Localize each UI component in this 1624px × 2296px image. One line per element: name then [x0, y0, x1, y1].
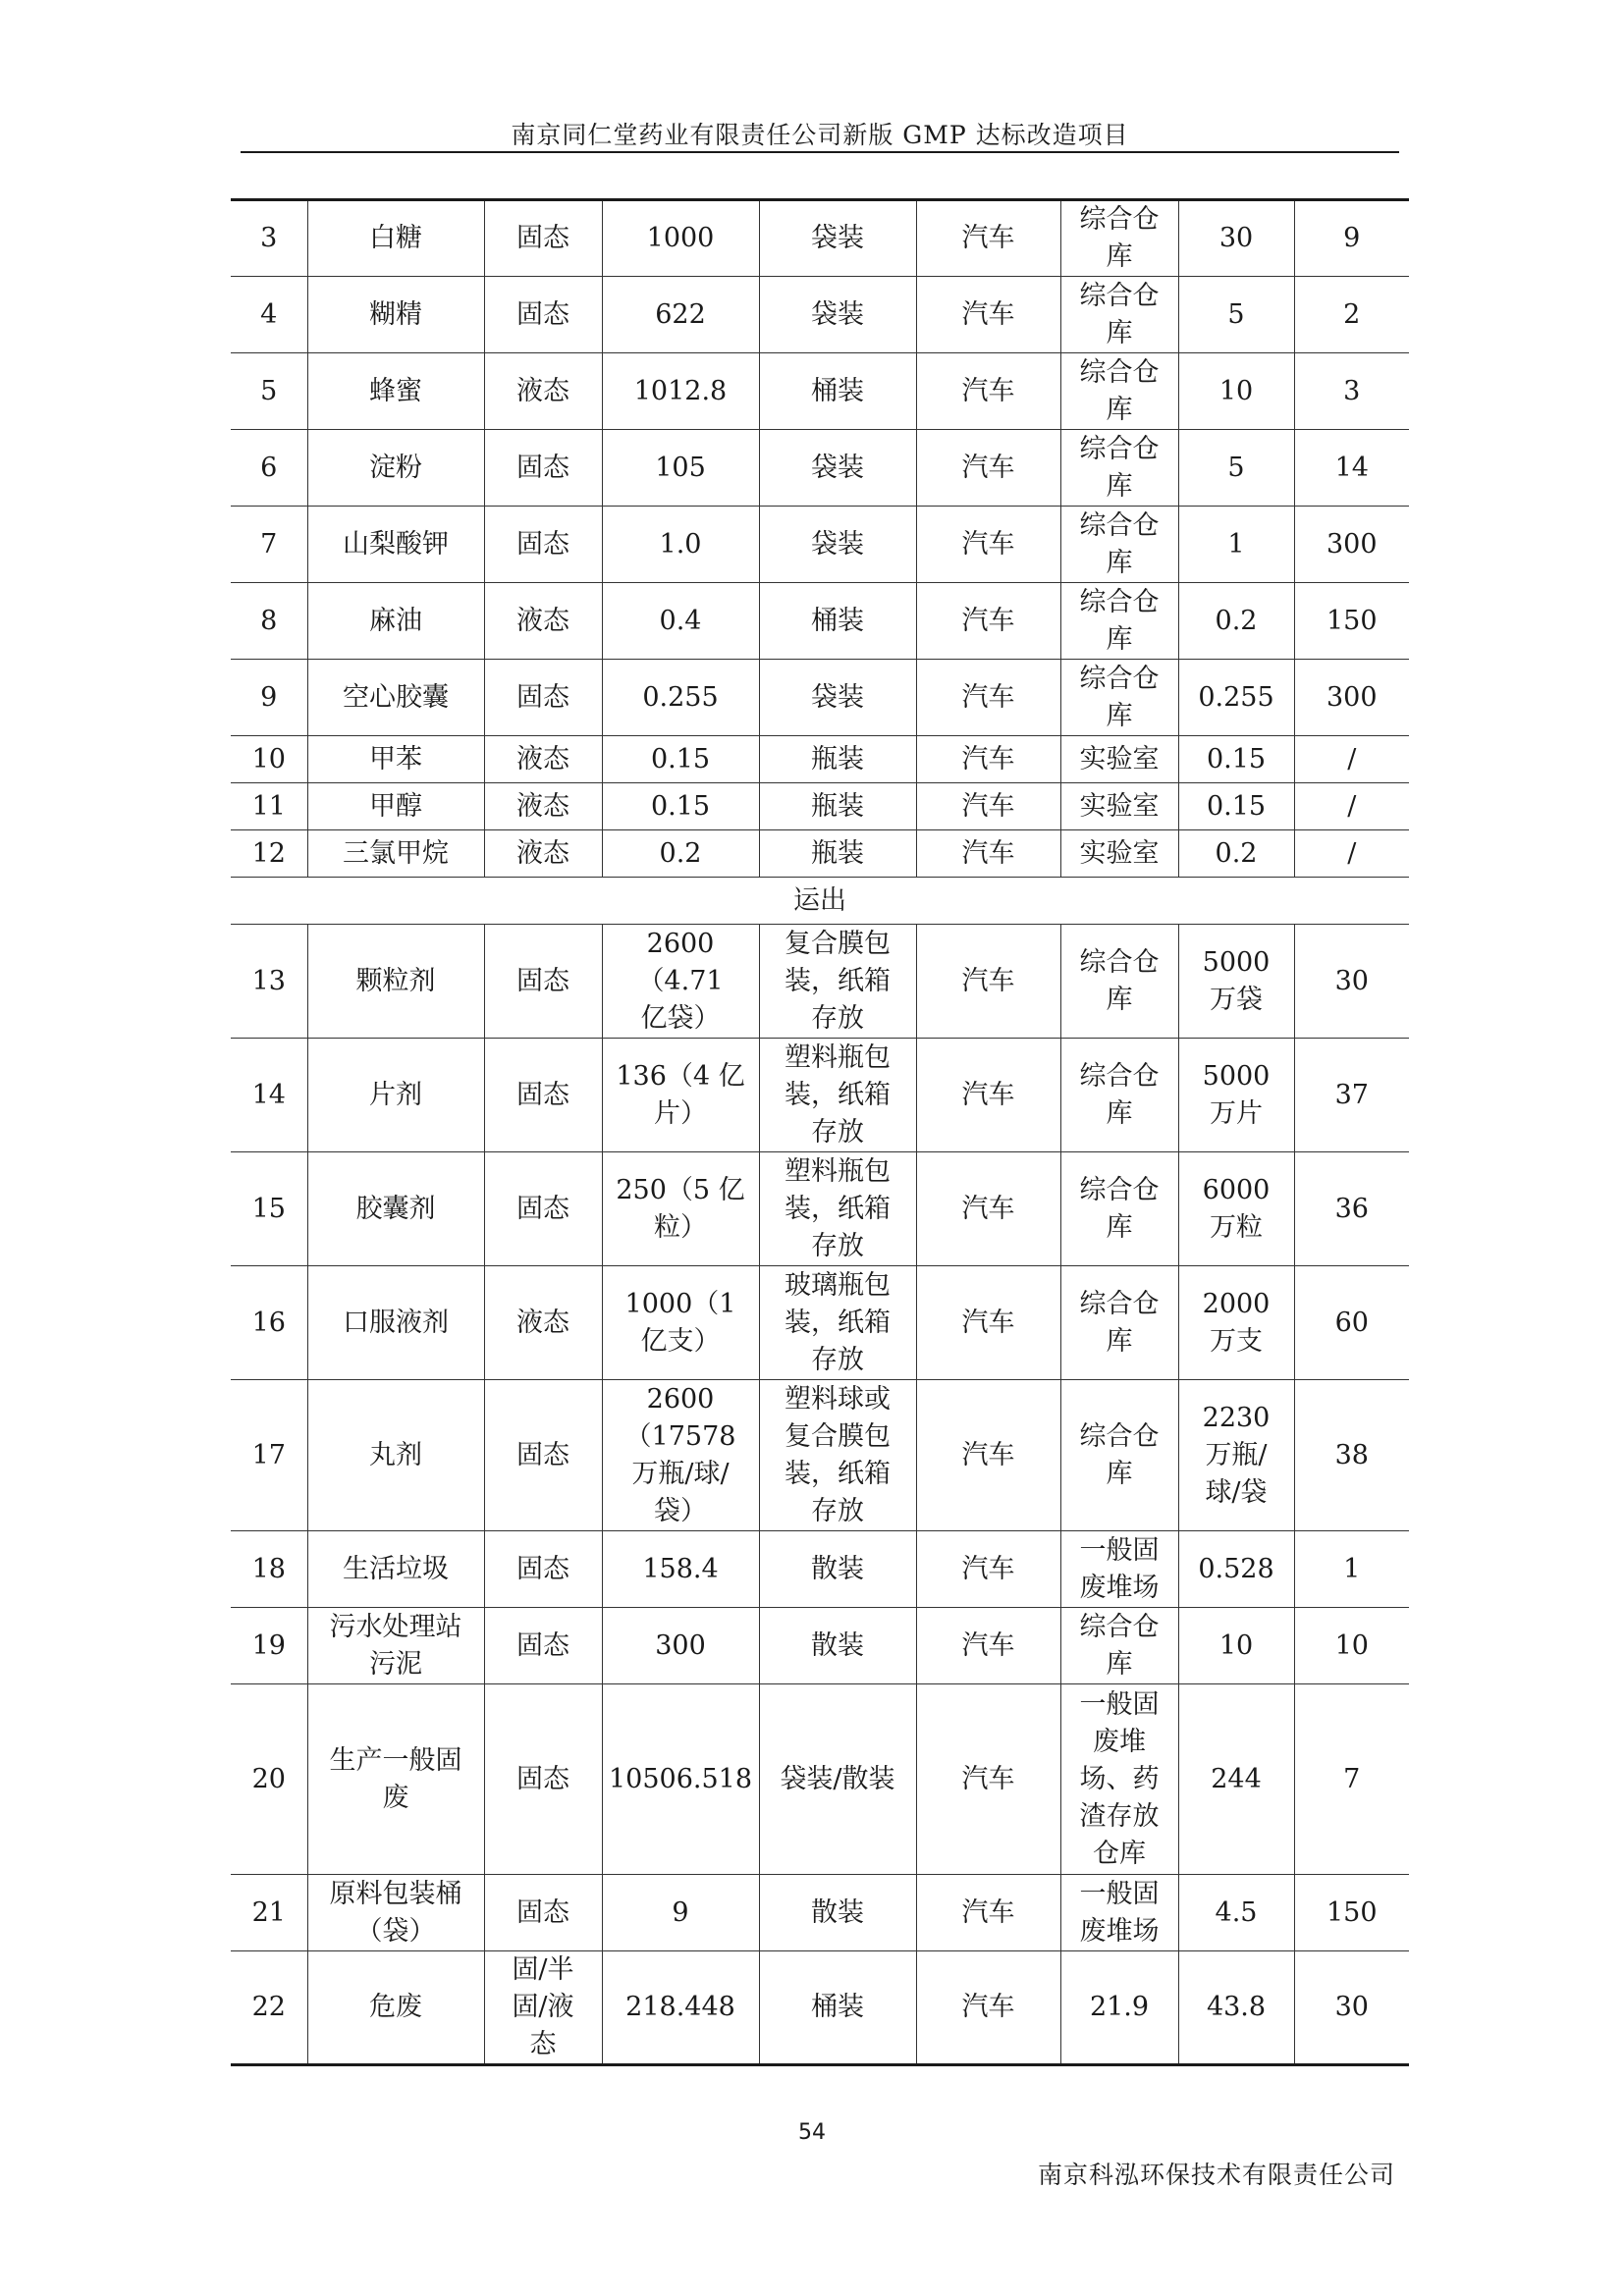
cell-amount: 10506.518: [602, 1684, 759, 1875]
cell-cycle: 60: [1294, 1266, 1409, 1380]
cell-amount: 0.15: [602, 783, 759, 830]
cell-cycle: 150: [1294, 1875, 1409, 1951]
cell-amount: 1000: [602, 200, 759, 277]
cell-state: 固态: [484, 1875, 602, 1951]
cell-max-storage: 5: [1178, 277, 1294, 353]
cell-transport: 汽车: [916, 1531, 1060, 1608]
cell-amount: 105: [602, 430, 759, 507]
cell-storage: 综合仓 库: [1060, 1152, 1178, 1266]
cell-cycle: 30: [1294, 1951, 1409, 2065]
cell-packaging: 袋装: [759, 430, 916, 507]
header-rule: [241, 151, 1399, 153]
cell-packaging: 复合膜包 装，纸箱 存放: [759, 925, 916, 1039]
cell-state: 固态: [484, 1152, 602, 1266]
cell-name: 生活垃圾: [307, 1531, 484, 1608]
page-number: 54: [798, 2120, 826, 2145]
cell-packaging: 散装: [759, 1875, 916, 1951]
cell-storage: 综合仓 库: [1060, 507, 1178, 583]
cell-name: 山梨酸钾: [307, 507, 484, 583]
cell-storage: 一般固 废堆场: [1060, 1531, 1178, 1608]
cell-amount: 250（5 亿 粒）: [602, 1152, 759, 1266]
cell-no: 7: [231, 507, 307, 583]
table-row: [231, 1039, 1409, 1152]
cell-cycle: 38: [1294, 1380, 1409, 1531]
cell-cycle: 36: [1294, 1152, 1409, 1266]
cell-max-storage: 2000 万支: [1178, 1266, 1294, 1380]
cell-cycle: 9: [1294, 200, 1409, 277]
cell-max-storage: 10: [1178, 353, 1294, 430]
cell-storage: 综合仓 库: [1060, 1380, 1178, 1531]
cell-cycle: 150: [1294, 583, 1409, 660]
cell-cycle: /: [1294, 830, 1409, 878]
cell-no: 8: [231, 583, 307, 660]
cell-storage: 实验室: [1060, 736, 1178, 783]
cell-storage: 综合仓 库: [1060, 353, 1178, 430]
cell-storage: 实验室: [1060, 830, 1178, 878]
cell-max-storage: 244: [1178, 1684, 1294, 1875]
cell-name: 白糖: [307, 200, 484, 277]
table-row: [231, 1684, 1409, 1875]
cell-storage: 综合仓 库: [1060, 1608, 1178, 1684]
cell-no: 15: [231, 1152, 307, 1266]
cell-name: 生产一般固 废: [307, 1684, 484, 1875]
cell-max-storage: 5000 万袋: [1178, 925, 1294, 1039]
cell-state: 液态: [484, 736, 602, 783]
table-row: [231, 830, 1409, 878]
cell-packaging: 散装: [759, 1531, 916, 1608]
cell-amount: 0.15: [602, 736, 759, 783]
cell-name: 麻油: [307, 583, 484, 660]
cell-no: 10: [231, 736, 307, 783]
table-row: [231, 660, 1409, 736]
cell-no: 12: [231, 830, 307, 878]
cell-transport: 汽车: [916, 353, 1060, 430]
cell-no: 18: [231, 1531, 307, 1608]
cell-name: 原料包装桶 （袋）: [307, 1875, 484, 1951]
cell-state: 固态: [484, 430, 602, 507]
cell-transport: 汽车: [916, 1380, 1060, 1531]
table-body-outbound: [231, 925, 1409, 2065]
cell-storage: 一般固 废堆 场、药 渣存放 仓库: [1060, 1684, 1178, 1875]
cell-cycle: 3: [1294, 353, 1409, 430]
cell-name: 丸剂: [307, 1380, 484, 1531]
cell-storage: 综合仓 库: [1060, 277, 1178, 353]
cell-cycle: 37: [1294, 1039, 1409, 1152]
cell-max-storage: 0.2: [1178, 830, 1294, 878]
cell-storage: 综合仓 库: [1060, 660, 1178, 736]
cell-name: 口服液剂: [307, 1266, 484, 1380]
cell-transport: 汽车: [916, 1608, 1060, 1684]
table-row: [231, 783, 1409, 830]
table-row: [231, 736, 1409, 783]
cell-amount: 2600（4.71 亿袋）: [602, 925, 759, 1039]
cell-transport: 汽车: [916, 1039, 1060, 1152]
cell-no: 11: [231, 783, 307, 830]
cell-packaging: 瓶装: [759, 783, 916, 830]
footer-company: 南京科泓环保技术有限责任公司: [1037, 2161, 1395, 2189]
cell-amount: 1000（1 亿支）: [602, 1266, 759, 1380]
cell-no: 17: [231, 1380, 307, 1531]
cell-max-storage: 4.5: [1178, 1875, 1294, 1951]
cell-storage: 综合仓 库: [1060, 430, 1178, 507]
cell-max-storage: 30: [1178, 200, 1294, 277]
cell-transport: 汽车: [916, 1875, 1060, 1951]
cell-state: 固态: [484, 1531, 602, 1608]
cell-state: 液态: [484, 783, 602, 830]
cell-state: 固态: [484, 1039, 602, 1152]
cell-packaging: 瓶装: [759, 736, 916, 783]
cell-storage: 综合仓 库: [1060, 925, 1178, 1039]
cell-state: 液态: [484, 353, 602, 430]
cell-amount: 300: [602, 1608, 759, 1684]
cell-name: 甲醇: [307, 783, 484, 830]
cell-storage: 综合仓 库: [1060, 1039, 1178, 1152]
cell-amount: 218.448: [602, 1951, 759, 2065]
cell-no: 20: [231, 1684, 307, 1875]
cell-max-storage: 0.528: [1178, 1531, 1294, 1608]
transport-storage-table: [231, 198, 1409, 2066]
table-row: [231, 1531, 1409, 1608]
cell-max-storage: 6000 万粒: [1178, 1152, 1294, 1266]
cell-name: 危废: [307, 1951, 484, 2065]
cell-storage: 实验室: [1060, 783, 1178, 830]
cell-max-storage: 43.8: [1178, 1951, 1294, 2065]
cell-max-storage: 0.15: [1178, 736, 1294, 783]
cell-transport: 汽车: [916, 830, 1060, 878]
table-row: [231, 200, 1409, 277]
cell-name: 糊精: [307, 277, 484, 353]
cell-packaging: 袋装: [759, 660, 916, 736]
cell-packaging: 袋装: [759, 507, 916, 583]
cell-no: 4: [231, 277, 307, 353]
cell-cycle: 300: [1294, 660, 1409, 736]
cell-max-storage: 0.2: [1178, 583, 1294, 660]
cell-name: 蜂蜜: [307, 353, 484, 430]
cell-state: 固/半 固/液 态: [484, 1951, 602, 2065]
document-header-title: 南京同仁堂药业有限责任公司新版 GMP 达标改造项目: [511, 121, 1129, 149]
cell-packaging: 塑料瓶包 装，纸箱 存放: [759, 1039, 916, 1152]
cell-state: 液态: [484, 830, 602, 878]
cell-transport: 汽车: [916, 783, 1060, 830]
cell-cycle: 300: [1294, 507, 1409, 583]
cell-state: 固态: [484, 925, 602, 1039]
cell-max-storage: 2230 万瓶/ 球/袋: [1178, 1380, 1294, 1531]
cell-amount: 9: [602, 1875, 759, 1951]
cell-transport: 汽车: [916, 507, 1060, 583]
cell-storage: 一般固 废堆场: [1060, 1875, 1178, 1951]
cell-max-storage: 0.255: [1178, 660, 1294, 736]
table-row: [231, 1951, 1409, 2065]
table-row: [231, 507, 1409, 583]
table-body-inbound: [231, 200, 1409, 878]
cell-transport: 汽车: [916, 925, 1060, 1039]
table-row: [231, 1875, 1409, 1951]
cell-no: 21: [231, 1875, 307, 1951]
cell-transport: 汽车: [916, 430, 1060, 507]
cell-packaging: 桶装: [759, 583, 916, 660]
cell-max-storage: 0.15: [1178, 783, 1294, 830]
cell-transport: 汽车: [916, 1684, 1060, 1875]
cell-name: 颗粒剂: [307, 925, 484, 1039]
cell-transport: 汽车: [916, 200, 1060, 277]
cell-name: 淀粉: [307, 430, 484, 507]
cell-transport: 汽车: [916, 1951, 1060, 2065]
cell-amount: 2600 （17578 万瓶/球/ 袋）: [602, 1380, 759, 1531]
cell-packaging: 瓶装: [759, 830, 916, 878]
cell-transport: 汽车: [916, 1152, 1060, 1266]
cell-name: 片剂: [307, 1039, 484, 1152]
cell-state: 固态: [484, 1608, 602, 1684]
cell-packaging: 塑料瓶包 装，纸箱 存放: [759, 1152, 916, 1266]
cell-no: 3: [231, 200, 307, 277]
cell-name: 三氯甲烷: [307, 830, 484, 878]
cell-max-storage: 10: [1178, 1608, 1294, 1684]
cell-packaging: 桶装: [759, 1951, 916, 2065]
cell-no: 14: [231, 1039, 307, 1152]
cell-max-storage: 5: [1178, 430, 1294, 507]
cell-no: 5: [231, 353, 307, 430]
cell-state: 固态: [484, 1380, 602, 1531]
cell-packaging: 塑料球或 复合膜包 装，纸箱 存放: [759, 1380, 916, 1531]
cell-state: 液态: [484, 583, 602, 660]
table-row: [231, 430, 1409, 507]
cell-amount: 0.2: [602, 830, 759, 878]
cell-no: 9: [231, 660, 307, 736]
cell-packaging: 袋装: [759, 200, 916, 277]
cell-no: 22: [231, 1951, 307, 2065]
cell-name: 污水处理站 污泥: [307, 1608, 484, 1684]
cell-packaging: 桶装: [759, 353, 916, 430]
cell-transport: 汽车: [916, 1266, 1060, 1380]
table-row: [231, 1608, 1409, 1684]
cell-no: 13: [231, 925, 307, 1039]
cell-storage: 综合仓 库: [1060, 583, 1178, 660]
cell-no: 19: [231, 1608, 307, 1684]
cell-max-storage: 5000 万片: [1178, 1039, 1294, 1152]
cell-storage: 综合仓 库: [1060, 200, 1178, 277]
cell-cycle: 1: [1294, 1531, 1409, 1608]
cell-cycle: /: [1294, 783, 1409, 830]
table-row: [231, 277, 1409, 353]
cell-amount: 1012.8: [602, 353, 759, 430]
cell-storage: 21.9: [1060, 1951, 1178, 2065]
cell-packaging: 玻璃瓶包 装，纸箱 存放: [759, 1266, 916, 1380]
cell-transport: 汽车: [916, 277, 1060, 353]
table-row: [231, 1266, 1409, 1380]
cell-amount: 158.4: [602, 1531, 759, 1608]
cell-cycle: 10: [1294, 1608, 1409, 1684]
table-row: [231, 353, 1409, 430]
table-row: [231, 583, 1409, 660]
cell-name: 空心胶囊: [307, 660, 484, 736]
cell-transport: 汽车: [916, 736, 1060, 783]
cell-transport: 汽车: [916, 660, 1060, 736]
cell-max-storage: 1: [1178, 507, 1294, 583]
cell-state: 固态: [484, 660, 602, 736]
table-row: [231, 925, 1409, 1039]
cell-packaging: 散装: [759, 1608, 916, 1684]
cell-state: 固态: [484, 277, 602, 353]
cell-storage: 综合仓 库: [1060, 1266, 1178, 1380]
cell-cycle: 30: [1294, 925, 1409, 1039]
cell-state: 液态: [484, 1266, 602, 1380]
cell-amount: 1.0: [602, 507, 759, 583]
cell-no: 6: [231, 430, 307, 507]
table-row: [231, 1152, 1409, 1266]
cell-state: 固态: [484, 507, 602, 583]
cell-cycle: 14: [1294, 430, 1409, 507]
table-section-outbound: [231, 878, 1409, 925]
cell-cycle: 7: [1294, 1684, 1409, 1875]
cell-amount: 0.4: [602, 583, 759, 660]
table-row: [231, 1380, 1409, 1531]
cell-transport: 汽车: [916, 583, 1060, 660]
cell-packaging: 袋装: [759, 277, 916, 353]
cell-amount: 622: [602, 277, 759, 353]
cell-no: 16: [231, 1266, 307, 1380]
cell-name: 胶囊剂: [307, 1152, 484, 1266]
cell-state: 固态: [484, 200, 602, 277]
section-label-outbound: 运出: [231, 878, 1409, 925]
cell-name: 甲苯: [307, 736, 484, 783]
cell-cycle: 2: [1294, 277, 1409, 353]
cell-amount: 136（4 亿 片）: [602, 1039, 759, 1152]
cell-cycle: /: [1294, 736, 1409, 783]
cell-amount: 0.255: [602, 660, 759, 736]
cell-state: 固态: [484, 1684, 602, 1875]
cell-packaging: 袋装/散装: [759, 1684, 916, 1875]
